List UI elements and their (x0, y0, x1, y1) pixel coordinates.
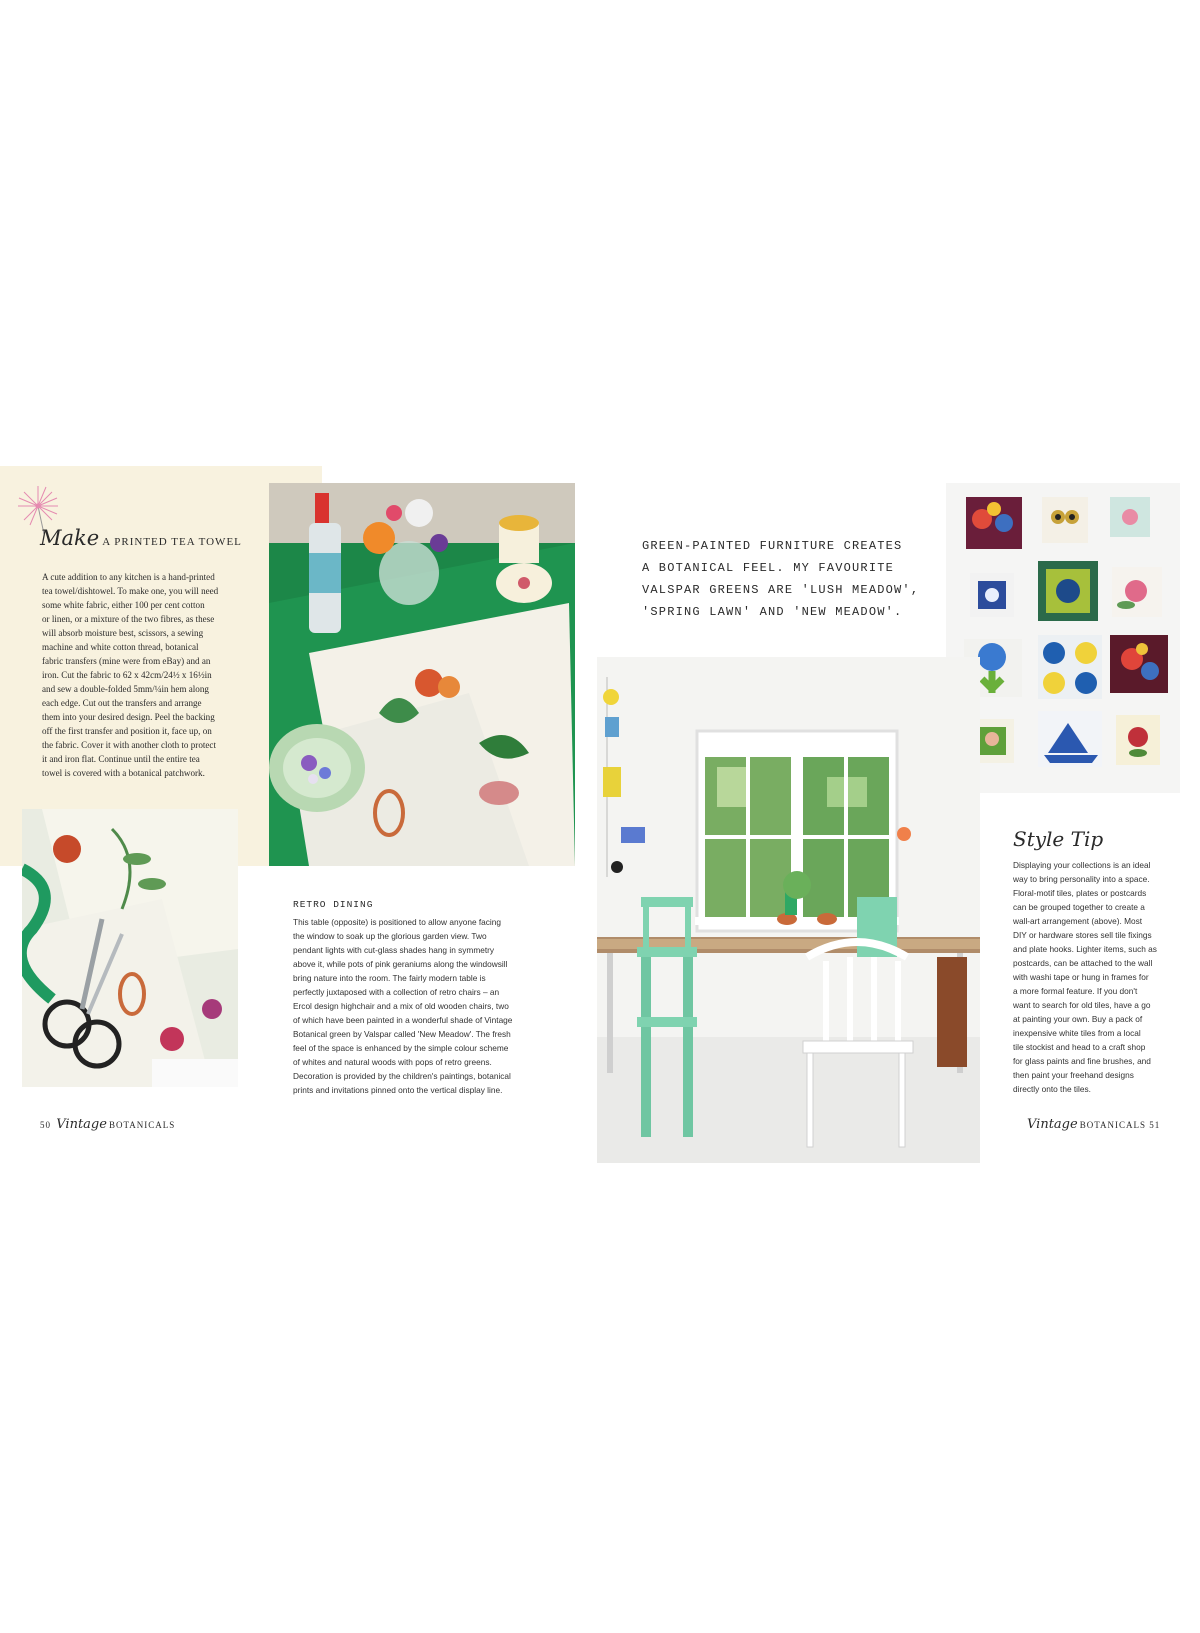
make-body-line: it and iron flat. Continue until the entire tea (42, 754, 200, 764)
quote-line: 'SPRING LAWN' AND 'NEW MEADOW'. (642, 605, 903, 619)
pull-quote (642, 535, 932, 623)
tip-body-line: postcards, can be attached to the wall (1013, 958, 1153, 968)
quote-line: VALSPAR GREENS ARE 'LUSH MEADOW', (642, 583, 920, 597)
style-tip-heading: Style Tip (1013, 827, 1104, 851)
quote-line: GREEN-PAINTED FURNITURE CREATES (642, 539, 903, 553)
make-body-line: towel is covered with a botanical patchwork. (42, 768, 205, 778)
retro-body-line: Ercol design highchair and a mix of old wooden chairs, two (293, 1001, 509, 1011)
style-tip-body (1013, 858, 1161, 1096)
left-folio-caps: BOTANICALS (108, 1120, 176, 1130)
retro-dining-heading: RETRO DINING (293, 899, 374, 910)
make-body-line: machine and white cotton thread, botanical (42, 642, 199, 652)
make-heading-caps: A PRINTED TEA TOWEL (102, 536, 242, 548)
make-body-line: some white fabric, either 100 per cent cotton (42, 600, 205, 610)
retro-body-line: Decoration is provided by the children's paintings, botanical (293, 1071, 511, 1081)
retro-body-line: feel of the space is enhanced by the simple colour scheme (293, 1043, 509, 1053)
make-body-line: A cute addition to any kitchen is a hand-printed (42, 572, 215, 582)
tip-body-line: way to bring personality into a space. (1013, 874, 1150, 884)
scissors-prints-photo (22, 809, 238, 1087)
tip-body-line: for glass paints and fine brushes, and (1013, 1056, 1151, 1066)
quote-line: A BOTANICAL FEEL. MY FAVOURITE (642, 561, 895, 575)
retro-body-line: This table (opposite) is positioned to allow anyone facing (293, 917, 502, 927)
make-body-line: fabric transfers (mine were from eBay) and an (42, 656, 211, 666)
tip-body-line: with washi tape or hung in frames for (1013, 972, 1149, 982)
retro-body-line: of which have been painted in a wonderful shade of Vintage (293, 1015, 513, 1025)
right-folio-script: Vintage (1027, 1117, 1078, 1132)
make-body-line: each edge. Cut out the transfers and arrange (42, 698, 202, 708)
left-page-number: 50 (40, 1120, 51, 1130)
dining-room-photo (597, 657, 980, 1163)
retro-body-line: bring nature into the room. The fairly modern table is (293, 973, 486, 983)
retro-body-line: pendant lights with cut-glass shades hang in symmetry (293, 945, 495, 955)
retro-body-line: perfectly juxtaposed with a collection of retro chairs – an (293, 987, 500, 997)
tip-body-line: a more formal feature. If you don't (1013, 986, 1138, 996)
retro-body-line: above it, while pots of pink geraniums along the windowsill (293, 959, 508, 969)
make-body-line: tea towel/dishtowel. To make one, you will need (42, 586, 219, 596)
tip-body-line: inexpensive white tiles from a local (1013, 1028, 1141, 1038)
make-body-line: or linen, or a mixture of the two fibres, as these (42, 614, 215, 624)
retro-body-line: the window to soak up the glorious garden view. Two (293, 931, 487, 941)
make-body-line: off the first transfer and position it, face up, on (42, 726, 212, 736)
make-body-line: the fabric. Cover it with another cloth to protect (42, 740, 216, 750)
right-folio (1025, 1117, 1160, 1132)
make-heading-script: Make (40, 526, 100, 550)
make-body-line: will absorb moisture best, scissors, a sewing (42, 628, 204, 638)
tip-body-line: tile stockist and head to a craft shop (1013, 1042, 1146, 1052)
tip-body-line: Floral-motif tiles, plates or postcards (1013, 888, 1147, 898)
tip-body-line: want to search for old tiles, have a go (1013, 1000, 1151, 1010)
right-page-number: 51 (1149, 1120, 1161, 1130)
retro-body-line: prints and invitations pinned onto the vertical display line. (293, 1085, 503, 1095)
retro-body-line: of whites and natural woods with pops of retro greens. (293, 1057, 492, 1067)
tile-wall-photo (946, 483, 1180, 793)
make-body-line: and sew a double-folded 5mm/¼in hem along (42, 684, 209, 694)
tip-body-line: then paint your freehand designs (1013, 1070, 1134, 1080)
retro-body-line: Botanical green by Valspar called 'New Meadow'. The fresh (293, 1029, 511, 1039)
retro-dining-body (293, 915, 523, 1097)
tip-body-line: can be grouped together to create a (1013, 902, 1145, 912)
make-heading (40, 526, 242, 550)
left-folio (40, 1117, 175, 1132)
tip-body-line: directly onto the tiles. (1013, 1084, 1091, 1094)
left-folio-script: Vintage (56, 1117, 107, 1132)
make-body-line: iron. Cut the fabric to 62 x 42cm/24½ x 16½in (42, 670, 212, 680)
tip-body-line: and plate hooks. Lighter items, such as (1013, 944, 1157, 954)
tip-body-line: at painting your own. Buy a pack of (1013, 1014, 1143, 1024)
tip-body-line: DIY or hardware stores sell tile fixings (1013, 930, 1152, 940)
tip-body-line: Displaying your collections is an ideal (1013, 860, 1151, 870)
right-folio-caps: BOTANICALS (1079, 1120, 1146, 1130)
make-body-line: them into your desired design. Peel the backing (42, 712, 215, 722)
make-body-text (42, 570, 242, 780)
tea-towel-table-photo (269, 483, 575, 866)
tip-body-line: wall-art arrangement (above). Most (1013, 916, 1143, 926)
